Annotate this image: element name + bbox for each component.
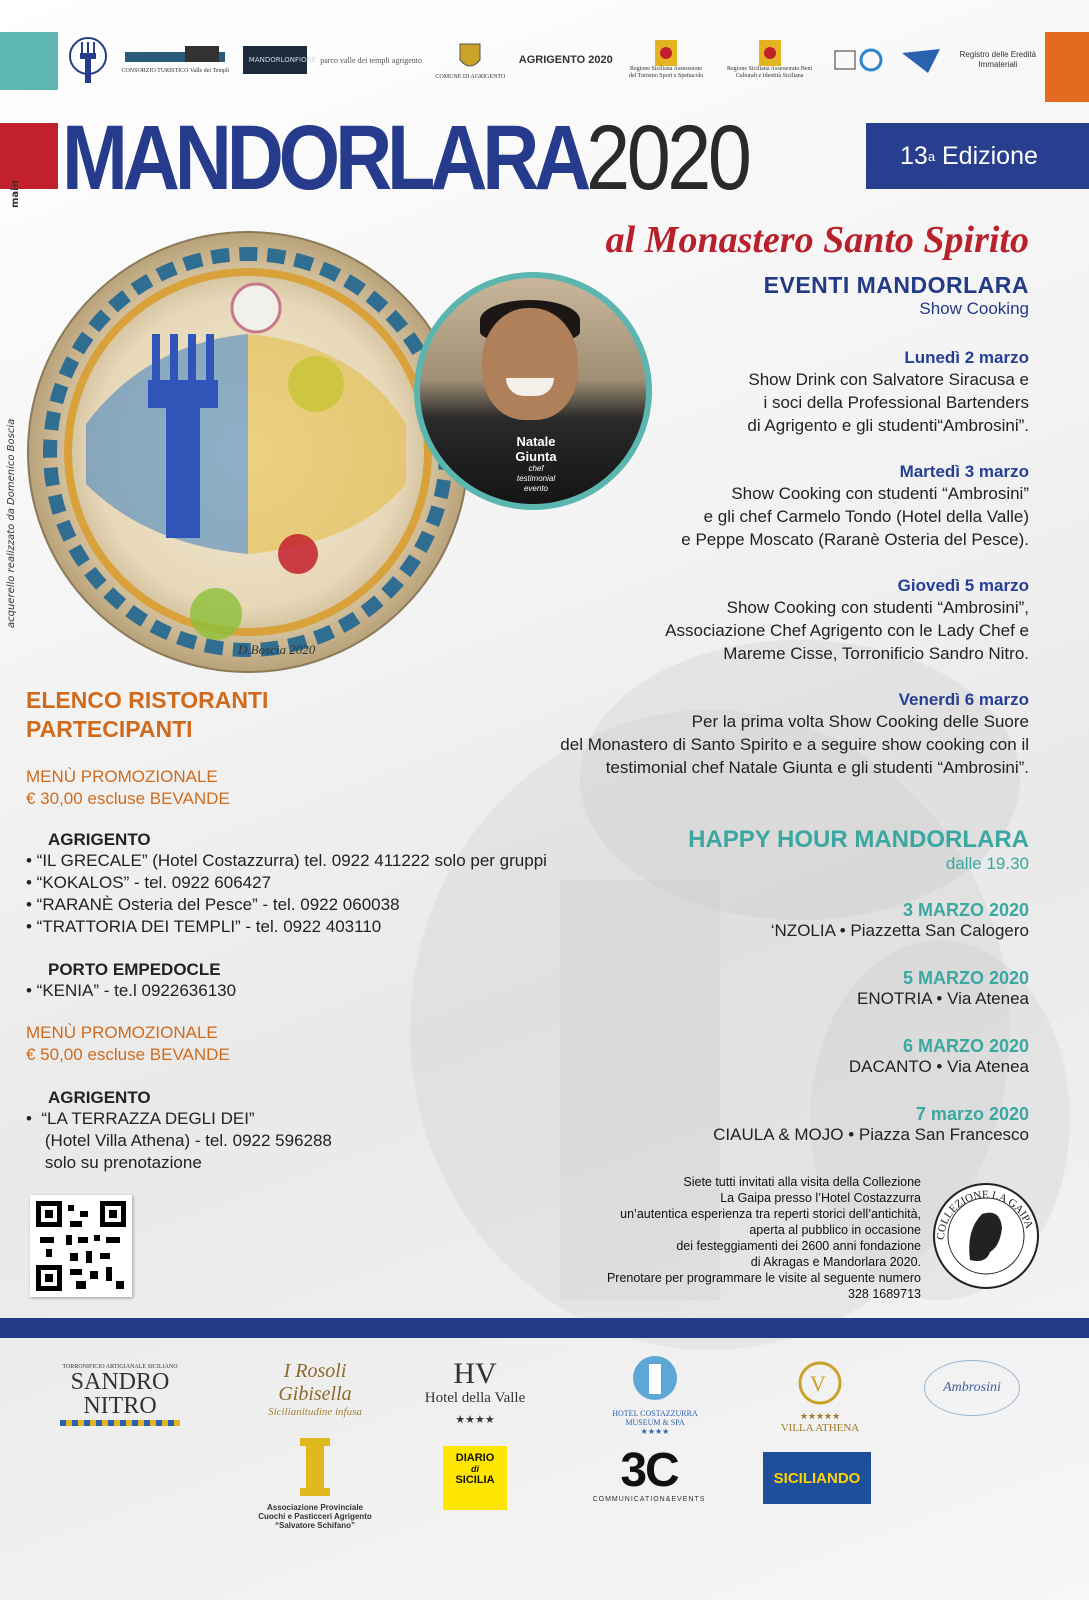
title-main: MANDORLARA <box>62 107 587 209</box>
hotel-della-valle-logo <box>415 1358 535 1426</box>
chef-name-last: Giunta <box>515 449 557 464</box>
event-line: di Agrigento e gli studenti“Ambrosini”. <box>747 416 1029 435</box>
cuochi-pasticceri-logo <box>250 1434 380 1530</box>
restaurants-section <box>26 686 268 744</box>
restaurant-item: • “KENIA” - te.l 0922636130 <box>26 981 237 1000</box>
event-line: Per la prima volta Show Cooking delle Suore <box>691 712 1029 731</box>
orange-corner-block <box>1045 32 1089 102</box>
events-heading: EVENTI MANDORLARA <box>763 272 1029 298</box>
chef-portrait <box>414 272 652 510</box>
happy-hour-item <box>849 1036 1029 1077</box>
qr-code-icon <box>36 1201 126 1291</box>
chef-photo <box>420 278 646 504</box>
cuochi-line-1: Associazione Provinciale <box>266 1503 364 1512</box>
title-red-bar <box>0 123 58 189</box>
group-city: PORTO EMPEDOCLE <box>48 960 221 979</box>
parco-valle-logo: parco valle dei templi agrigento <box>320 55 422 65</box>
diario-3: SICILIA <box>455 1474 495 1486</box>
happy-hour-heading: HAPPY HOUR MANDORLARA <box>688 826 1029 853</box>
menu-30 <box>26 766 230 810</box>
regione-beni-logo: Regione Siciliana Assessorato Beni Culturali e Identità Siciliana <box>720 32 820 88</box>
villa-athena-icon <box>797 1360 843 1406</box>
event-day: Venerdì 6 marzo <box>898 690 1029 709</box>
menu-50-price: € 50,00 escluse BEVANDE <box>26 1045 230 1064</box>
agrigento2020-logo: AGRIGENTO 2020 <box>518 53 613 66</box>
collezione-label: COLLEZIONE LA GAIPA <box>934 1188 1036 1241</box>
group-city: AGRIGENTO <box>48 1088 151 1107</box>
event-day: Giovedì 5 marzo <box>897 576 1029 595</box>
menu-30-price: € 30,00 escluse BEVANDE <box>26 789 230 808</box>
costazzurra-stars: ★★★★ <box>640 1427 670 1436</box>
menu-50-label: MENÙ PROMOZIONALE <box>26 1023 218 1042</box>
event-line: e gli chef Carmelo Tondo (Hotel della Valle) <box>703 507 1029 526</box>
happy-hour-date: 7 marzo 2020 <box>915 1104 1029 1124</box>
group-city: AGRIGENTO <box>48 830 151 849</box>
edition-badge <box>866 123 1089 189</box>
chef-face <box>482 308 578 420</box>
chef-tag-2: evento <box>523 484 549 493</box>
event-line: del Monastero di Santo Spirito e a seguire show cooking con il <box>560 735 1029 754</box>
page-title <box>62 108 748 208</box>
invite-line: dei festeggiamenti dei 2600 anni fondazione <box>676 1239 921 1253</box>
title-year: 2020 <box>586 107 749 209</box>
edition-word: Edizione <box>942 141 1038 170</box>
page-subtitle: al Monastero Santo Spirito <box>605 219 1029 261</box>
3c-tagline: COMMUNICATION&EVENTS <box>592 1496 706 1503</box>
regione-turismo-logo: Regione Siciliana Assessorato del Turismo Sport e Spettacolo <box>626 32 706 88</box>
happy-hour-section <box>688 826 1029 874</box>
happy-hour-item <box>857 968 1029 1009</box>
villa-athena-stars: ★★★★★ <box>799 1411 841 1421</box>
restaurant-item: solo su prenotazione <box>26 1153 202 1172</box>
ambrosini-logo: Ambrosini <box>924 1360 1020 1416</box>
happy-hour-place: ENOTRIA • Via Atenea <box>857 989 1029 1008</box>
hv-name: Hotel della Valle <box>424 1390 526 1406</box>
happy-hour-item <box>713 1104 1029 1145</box>
svg-text:V: V <box>810 1371 826 1396</box>
edition-sup: a <box>927 148 936 164</box>
plate-signature: D.Boscia 2020 <box>238 642 316 657</box>
consorzio-logo: CONSORZIO TURISTICO Valle dei Templi <box>121 32 229 88</box>
happy-hour-item <box>771 900 1029 941</box>
event-day: Martedì 3 marzo <box>899 462 1029 481</box>
event-item <box>560 690 1029 779</box>
event-line: testimonial chef Natale Giunta e gli studenti “Ambrosini”. <box>605 758 1029 777</box>
restaurants-heading-2: PARTECIPANTI <box>26 716 193 742</box>
qr-code[interactable] <box>30 1195 132 1297</box>
chef-tag-1: testimonial <box>516 474 556 483</box>
sandro-tag: TORRONIFICIO ARTIGIANALE SICILIANO <box>62 1364 178 1370</box>
sandro-name-1: SANDRO <box>70 1369 170 1395</box>
cuochi-line-3: “Salvatore Schifano” <box>274 1521 356 1530</box>
happy-hour-time: dalle 19.30 <box>945 854 1029 873</box>
fork-logo <box>68 32 108 88</box>
rosoli-name-1: I Rosoli <box>283 1360 347 1382</box>
happy-hour-place: CIAULA & MOJO • Piazza San Francesco <box>713 1125 1029 1144</box>
happy-hour-date: 3 MARZO 2020 <box>902 900 1029 920</box>
event-line: Show Cooking con studenti “Ambrosini”, <box>726 598 1029 617</box>
sicily-map-logo <box>898 32 944 88</box>
sandro-nitro-logo <box>60 1364 180 1426</box>
hv-stars: ★★★★ <box>455 1414 495 1426</box>
collezione-invite <box>607 1174 921 1302</box>
event-line: Mareme Cisse, Torronificio Sandro Nitro. <box>723 644 1029 663</box>
edition-number: 13 <box>900 141 928 170</box>
events-subheading: Show Cooking <box>919 299 1029 318</box>
restaurant-group <box>26 830 547 938</box>
menu-30-label: MENÙ PROMOZIONALE <box>26 767 218 786</box>
3c-communication-logo <box>584 1446 714 1503</box>
restaurant-item: • “IL GRECALE” (Hotel Costazzurra) tel. 0922 411222 solo per gruppi <box>26 851 547 870</box>
event-line: Show Cooking con studenti “Ambrosini” <box>731 484 1029 503</box>
costazzurra-icon <box>627 1354 683 1404</box>
event-item <box>747 348 1029 437</box>
artwork-credit: acquerello realizzato da Domenico Boscia <box>6 418 17 628</box>
invite-line: aperta al pubblico in occasione <box>749 1223 921 1237</box>
diario-1: DIARIO <box>455 1452 495 1464</box>
menu-50 <box>26 1022 230 1066</box>
hotel-costazzurra-logo <box>600 1354 710 1436</box>
costazzurra-sub: MUSEUM & SPA <box>625 1418 685 1427</box>
siciliando-logo: SICILIANDO <box>763 1452 871 1504</box>
costazzurra-name: HOTEL COSTAZZURRA <box>612 1409 698 1418</box>
cuochi-line-2: Cuochi e Pasticceri Agrigento <box>258 1512 372 1521</box>
header-logo-strip <box>68 30 1038 90</box>
invite-line: di Akragas e Mandorlara 2020. <box>750 1255 921 1269</box>
teal-corner-block <box>0 32 58 90</box>
restaurant-item: • “LA TERRAZZA DEGLI DEI” <box>26 1109 255 1128</box>
decorative-plate-illustration <box>26 224 470 680</box>
unesco-logo <box>833 32 885 88</box>
diario-2: di <box>471 1464 479 1474</box>
happy-hour-date: 6 MARZO 2020 <box>902 1036 1029 1056</box>
chef-jacket-label <box>486 434 586 494</box>
reis-logo: Registro delle Eredità Immateriali <box>959 50 1037 69</box>
main-mark: main <box>10 180 21 208</box>
sandro-tile-strip <box>60 1420 180 1426</box>
cuochi-column-icon <box>290 1434 340 1498</box>
restaurant-item: • “KOKALOS” - tel. 0922 606427 <box>26 873 272 892</box>
event-line: Show Drink con Salvatore Siracusa e <box>748 370 1029 389</box>
rosoli-name-2: Gibisella <box>278 1383 352 1405</box>
diario-di-sicilia-logo <box>443 1446 507 1510</box>
footer-blue-bar <box>0 1318 1089 1338</box>
chef-name-first: Natale <box>516 434 556 449</box>
invite-line: Prenotare per programmare le visite al seguente numero <box>606 1271 921 1285</box>
restaurant-item: • “TRATTORIA DEI TEMPLI” - tel. 0922 403110 <box>26 917 382 936</box>
comune-logo: COMUNE DI AGRIGENTO <box>435 32 505 88</box>
invite-line: un’autentica esperienza tra reperti storici dell’antichità, <box>620 1207 921 1221</box>
event-line: Associazione Chef Agrigento con le Lady Chef e <box>665 621 1029 640</box>
sandro-name-2: NITRO <box>83 1393 157 1419</box>
happy-hour-place: ‘NZOLIA • Piazzetta San Calogero <box>770 921 1029 940</box>
villa-athena-name: VILLA ATHENA <box>780 1422 860 1434</box>
mandorlonfiore-logo: MANDORLONFIORE <box>243 46 307 74</box>
invite-line: La Gaipa presso l’Hotel Costazzurra <box>720 1191 921 1205</box>
restaurant-item: • “RARANÈ Osteria del Pesce” - tel. 0922 060038 <box>26 895 400 914</box>
restaurant-item: (Hotel Villa Athena) - tel. 0922 596288 <box>26 1131 332 1150</box>
invite-phone: 328 1689713 <box>848 1287 921 1301</box>
sponsor-logos <box>0 1350 1089 1600</box>
event-day: Lunedì 2 marzo <box>904 348 1029 367</box>
event-item <box>681 462 1029 551</box>
events-section <box>764 272 1029 319</box>
chef-role: chef <box>528 464 544 473</box>
rosoli-gibisella-logo <box>255 1360 375 1418</box>
rosoli-tagline: Sicilianitudine infusa <box>268 1406 362 1418</box>
collezione-la-gaipa-logo <box>930 1180 1042 1292</box>
restaurant-group <box>26 1088 332 1174</box>
villa-athena-logo <box>770 1360 870 1434</box>
restaurants-heading-1: ELENCO RISTORANTI <box>26 687 269 713</box>
hv-mark: HV <box>453 1357 497 1390</box>
happy-hour-date: 5 MARZO 2020 <box>902 968 1029 988</box>
3c-mark: 3C <box>620 1444 678 1497</box>
invite-line: Siete tutti invitati alla visita della Collezione <box>683 1175 921 1189</box>
restaurant-group <box>26 960 236 1002</box>
happy-hour-place: DACANTO • Via Atenea <box>848 1057 1029 1076</box>
event-item <box>665 576 1029 665</box>
event-line: e Peppe Moscato (Raranè Osteria del Pesce). <box>681 530 1029 549</box>
event-line: i soci della Professional Bartenders <box>763 393 1029 412</box>
